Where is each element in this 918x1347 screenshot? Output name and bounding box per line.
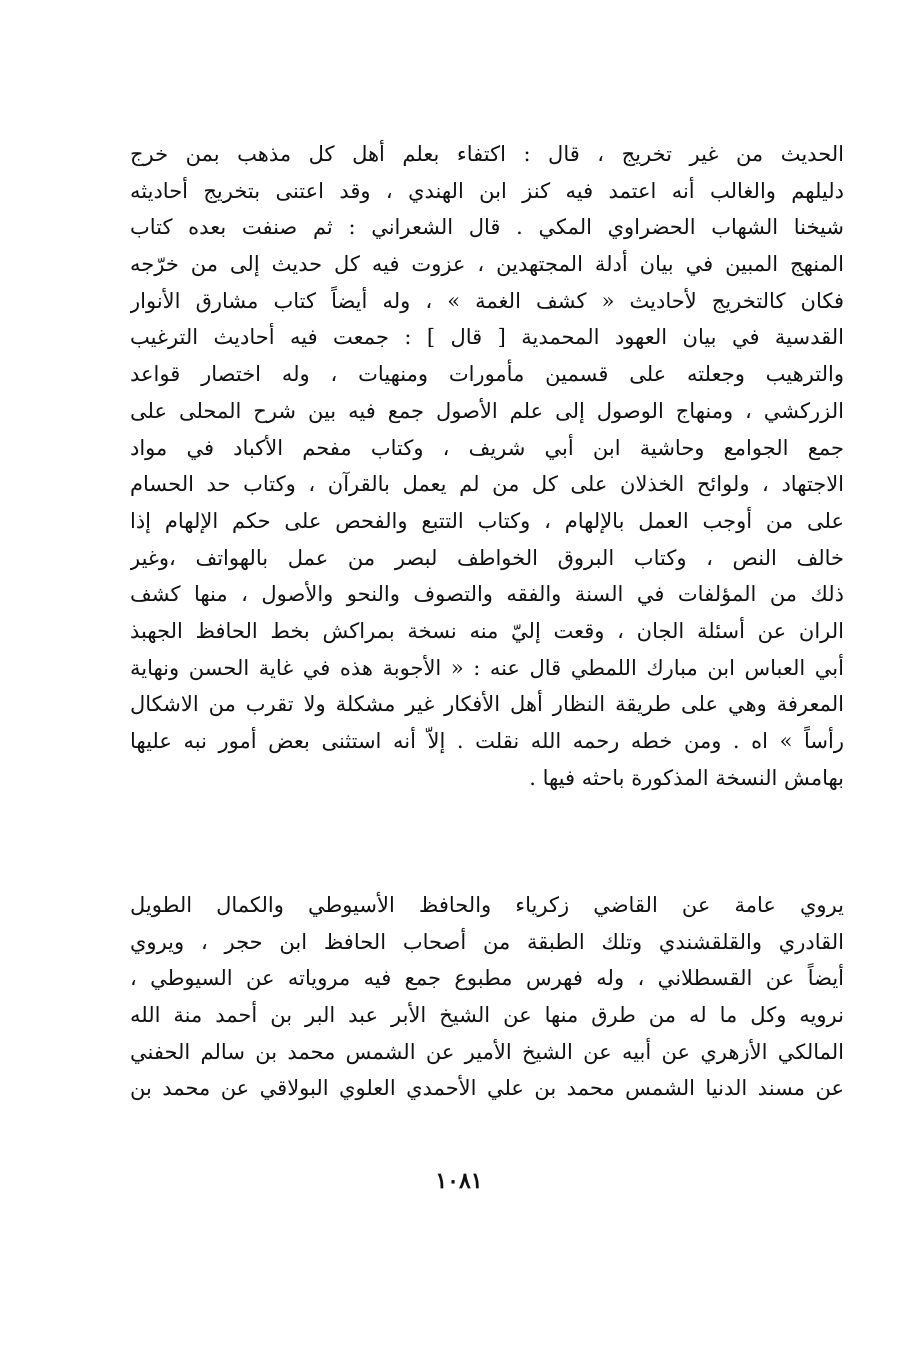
text-line: عن مسند الدنيا الشمس محمد بن علي الأحمدي العلوي البولاقي عن محمد بن: [130, 1076, 844, 1101]
text-line: نرويه وكل ما له من طرق منها عن الشيخ الأبر عبد البر بن أحمد منة الله: [130, 1003, 844, 1028]
text-line: يروي عامة عن القاضي زكرياء والحافظ الأسيوطي والكمال الطويل: [130, 893, 844, 917]
text-line: الزركشي ، ومنهاج الوصول إلى علم الأصول جمع فيه بين شرح المحلى على: [130, 398, 844, 423]
text-line: القادري والقلقشندي وتلك الطبقة من أصحاب الحافظ ابن حجر ، ويروي: [130, 929, 844, 954]
page-number: ١٠٨١: [435, 1168, 483, 1194]
text-line: المنهج المبين في بيان أدلة المجتهدين ، عزوت فيه كل حديث إلى من خرّجه: [130, 252, 844, 277]
text-line: شيخنا الشهاب الحضراوي المكي . قال الشعراني : ثم صنفت بعده كتاب: [130, 215, 844, 240]
text-line: القدسية في بيان العهود المحمدية [ قال ] : جمعت فيه أحاديث الترغيب: [130, 325, 844, 350]
text-line: جمع الجوامع وحاشية ابن أبي شريف ، وكتاب مفحم الأكباد في مواد: [130, 435, 844, 460]
text-line: ذلك من المؤلفات في السنة والفقه والتصوف والنحو والأصول ، منها كشف: [130, 582, 844, 607]
paragraph-1: [130, 136, 844, 796]
text-line: خالف النص ، وكتاب البروق الخواطف لبصر من عمل بالهواتف ،وغير: [130, 545, 844, 570]
text-line: رأساً » اه . ومن خطه رحمه الله نقلت . إلاّ أنه استثنى بعض أمور نبه عليها: [130, 729, 844, 753]
text-line: بهامش النسخة المذكورة باحثه فيها .: [529, 765, 844, 790]
text-line: الحديث من غير تخريج ، قال : اكتفاء بعلم أهل كل مذهب بمن خرج: [130, 142, 844, 166]
text-line: أيضاً عن القسطلاني ، وله فهرس مطبوع جمع فيه مروياته عن السيوطي ،: [130, 966, 844, 991]
text-line: فكان كالتخريج لأحاديث « كشف الغمة » ، وله أيضاً كتاب مشارق الأنوار: [130, 288, 844, 313]
text-line: على من أوجب العمل بالإلهام ، وكتاب التتبع والفحص على حكم الإلهام إذا: [130, 508, 844, 533]
text-line: والترهيب وجعلته على قسمين مأمورات ومنهيات ، وله اختصار قواعد: [130, 362, 844, 387]
text-line: دليلهم والغالب أنه اعتمد فيه كنز ابن الهندي ، وقد اعتنى بتخريج أحاديثه: [130, 178, 844, 203]
text-line: الران عن أسئلة الجان ، وقعت إليّ منه نسخة بمراكش بخط الحافظ الجهبذ: [130, 618, 844, 643]
text-line: المالكي الأزهري عن أبيه عن الشيخ الأمير عن الشمس محمد بن سالم الحفني: [130, 1039, 844, 1064]
text-line: الاجتهاد ، ولوائح الخذلان على كل من لم يعمل بالقرآن ، وكتاب حد الحسام: [130, 472, 844, 497]
text-line: أبي العباس ابن مبارك اللمطي قال عنه : « الأجوبة هذه في غاية الحسن ونهاية: [130, 655, 844, 680]
paragraph-2: [130, 887, 844, 1107]
text-line: المعرفة وهي على طريقة النظار أهل الأفكار غير مشكلة ولا تقرب من الاشكال: [130, 692, 844, 717]
